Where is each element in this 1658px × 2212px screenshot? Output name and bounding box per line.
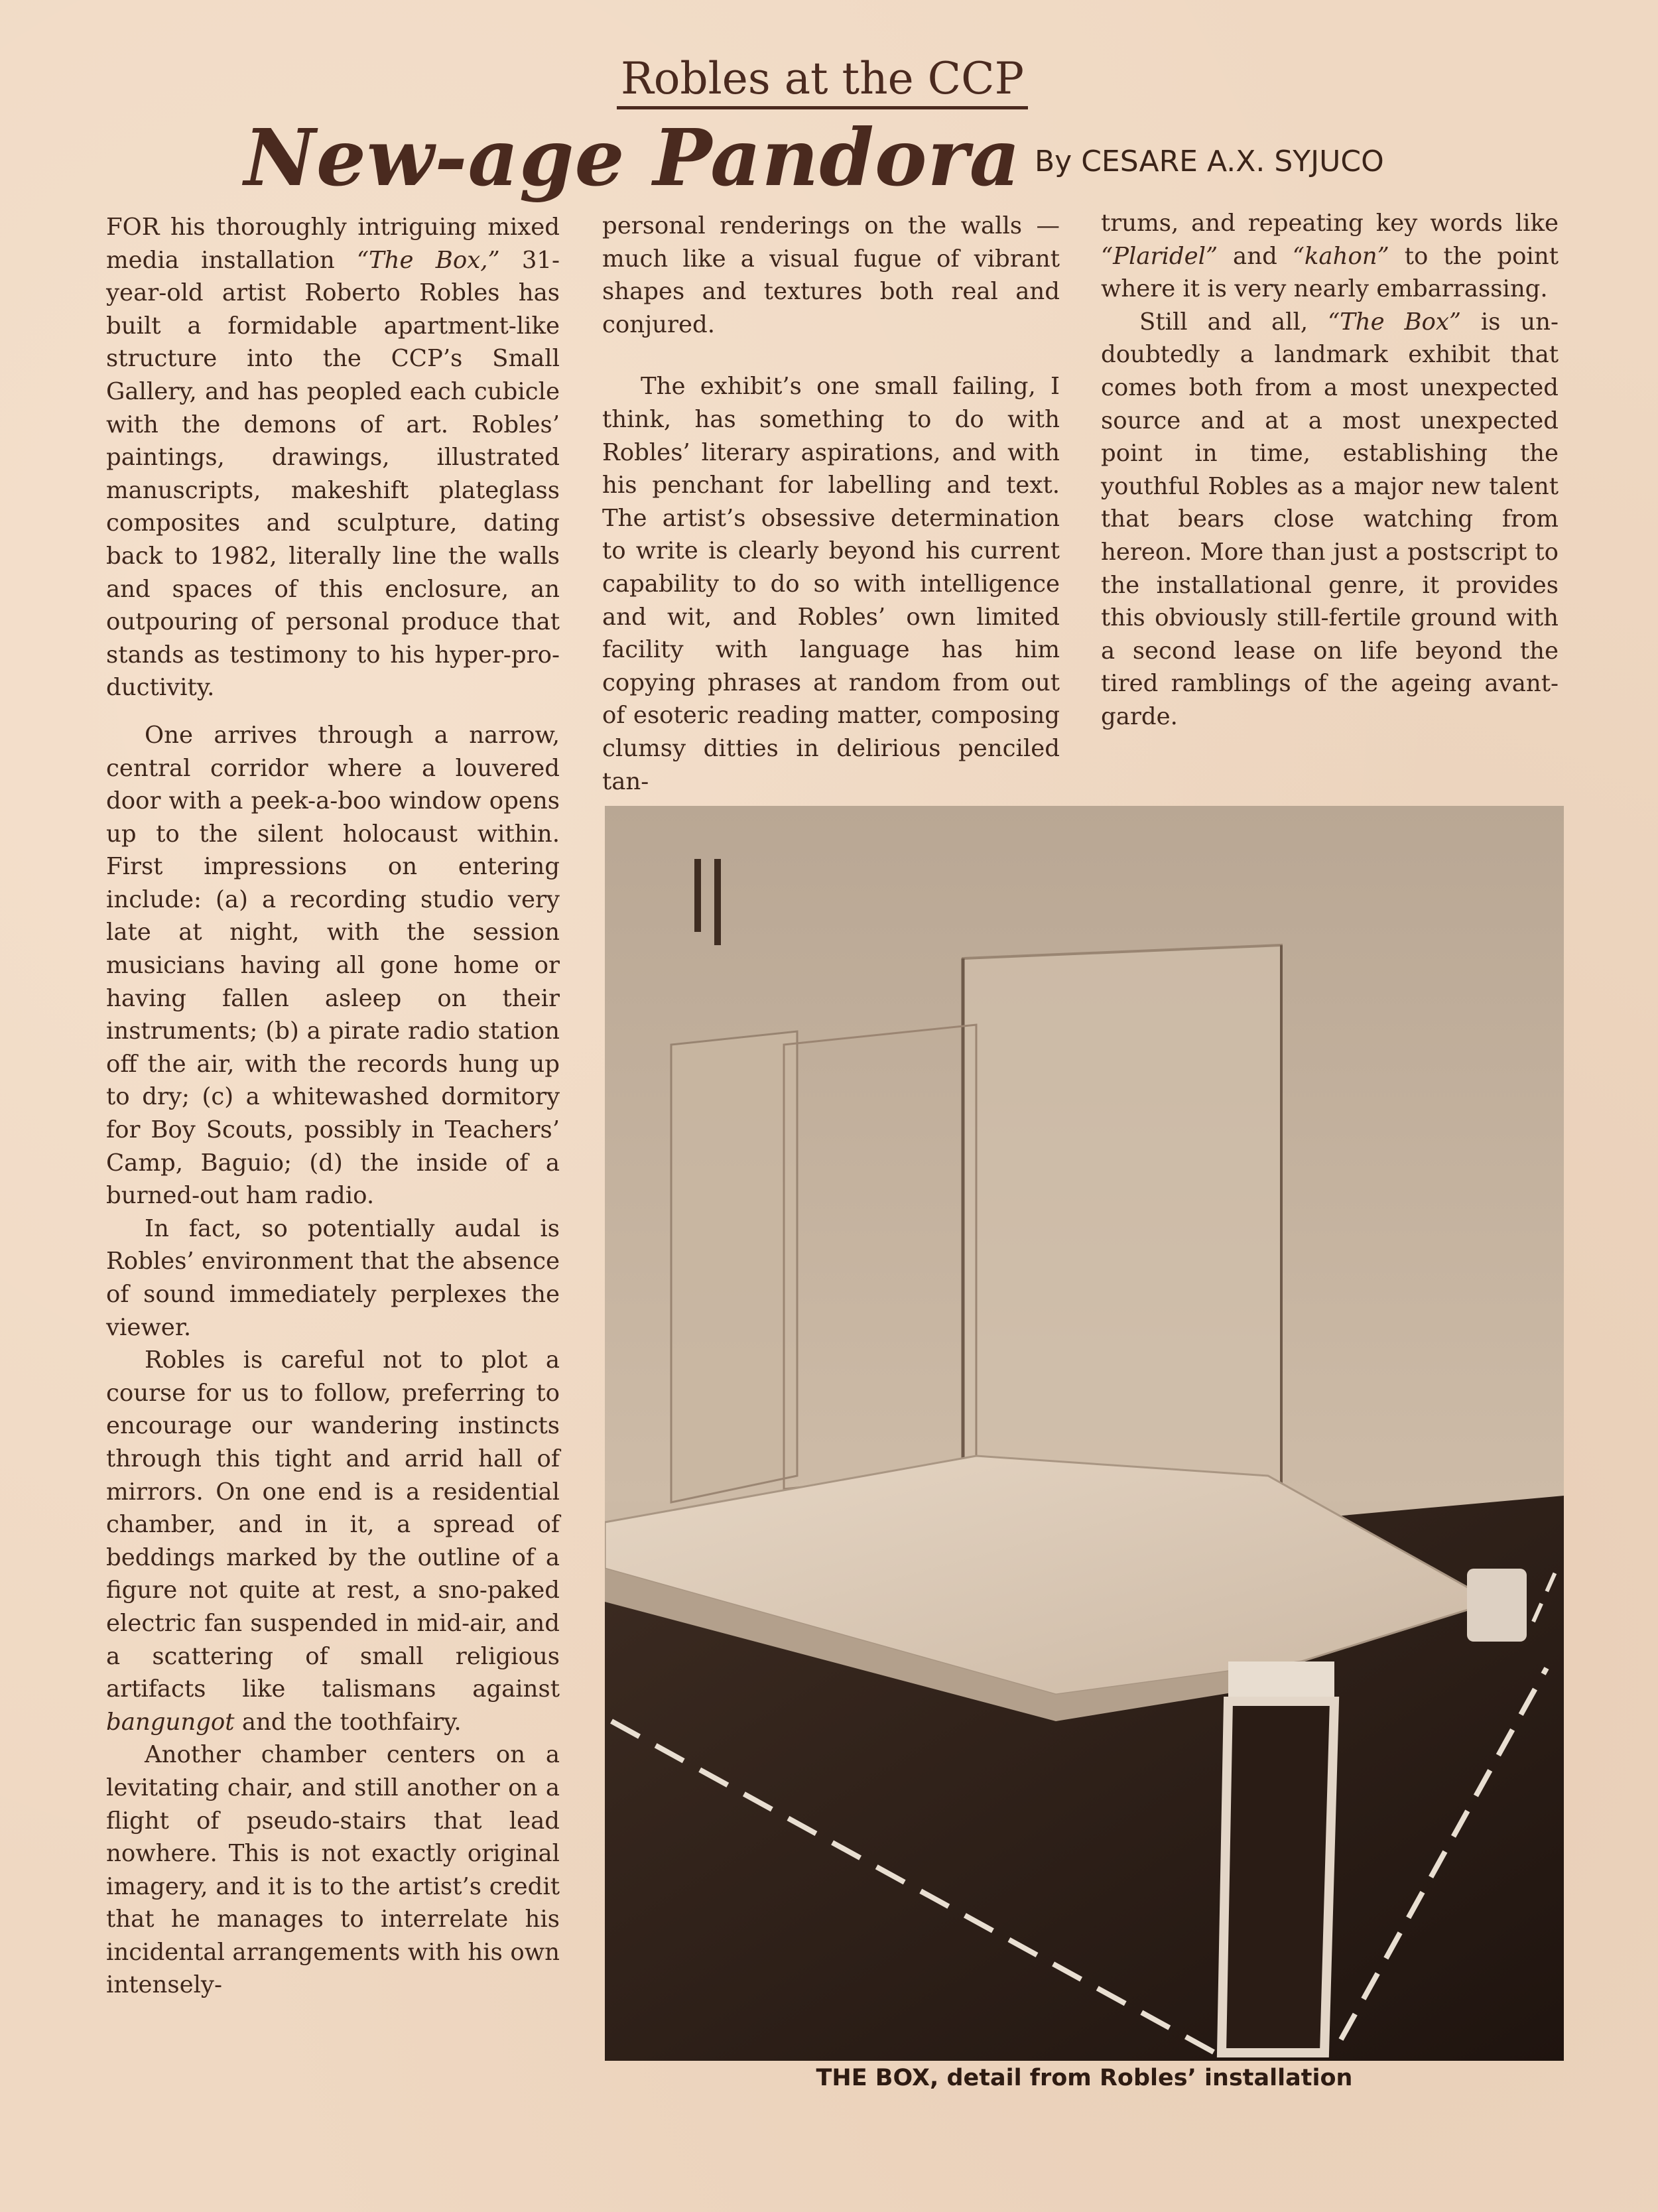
paragraph [1101,207,1559,306]
italic-word: “kahon” [1292,242,1389,270]
text-run: trums, and repeating key words like [1101,210,1559,237]
paragraph: Another chamber centers on a levitating chair, and still another on a flight of pseudo-stairs that lead nowhere. This is not exactly original imagery, and it is to the artist’s credit that he manages to interrelate his incidental arrangements with his own intensely- [106,1741,560,1999]
paragraph [1101,306,1559,734]
article-byline: By CESARE A.X. SYJUCO [1035,145,1384,178]
italic-word: bangungot [106,1708,235,1736]
text-run: to the point where it is very nearly embarrassing. [1101,242,1559,303]
photo-caption: THE BOX, detail from Robles’ installation [816,2065,1353,2091]
installation-photo [605,806,1564,2061]
italic-title: “The Box,” [356,246,500,274]
paragraph: The exhibit’s one small failing, I think, has something to do with Robles’ literary aspirations, and with his penchant for labelling and text. The artist’s obsessive determination to write is clearly beyond his current capability to do so with intelligence and wit, and Robles’ own limited facility with language has him copying phrases at random from out of esoteric reading matter, composing clumsy ditties in delirious penciled tan- [602,373,1060,795]
article-column-2 [602,210,1060,798]
paragraph [106,1344,560,1738]
paragraph: In fact, so potentially audal is Robles’ environment that the absence of sound immediately perplexes the viewer. [106,1214,560,1341]
article-kicker: Robles at the CCP [617,52,1028,109]
text-run: Still and all, [1139,308,1328,336]
article-column-1 [106,211,560,2002]
text-run: and the toothfairy. [234,1708,462,1736]
italic-word: “Plaridel” [1101,242,1218,270]
italic-title: “The Box” [1327,308,1462,336]
paragraph: personal renderings on the walls — much like a visual fugue of vibrant shapes and textures both real and conjured. [602,212,1060,338]
text-run: Robles is careful not to plot a course for us to follow, preferring to encourage our wandering instincts through this tight and arrid hall of mirrors. On one end is a residential chamber, and in it, a spread of beddings marked by the outline of a figure not quite at rest, a sno-paked electric fan suspended in mid-air, and a scattering of small religious artifacts like talismans against [106,1346,560,1703]
article-headline: New-age Pandora [244,111,1021,204]
paragraph [106,211,560,704]
paragraph: One arrives through a narrow, central corridor where a louvered door with a peek-a-boo window opens up to the silent holocaust within. First impressions on entering include: (a) a recording studio very late at night, with the session musicians having all gone home or having fallen asleep on their instruments; (b) a pirate radio station off the air, with the records hung up to dry; (c) a whitewashed dormitory for Boy Scouts, possibly in Teachers’ Camp, Baguio; (d) the inside of a burned-out ham radio. [106,721,560,1210]
article-column-3 [1101,207,1559,734]
text-run: is undoubtedly a landmark exhibit that comes both from a most unexpected source and at a most unexpected point in time, establishing the youthful Robles as a major new talent that bears close watching from hereon. More than just a postscript to the installational genre, it provides this obviously still-fertile ground with a second lease on life beyond the tired ramblings of the ageing avantgarde. [1101,308,1559,730]
text-run: and [1218,242,1293,270]
text-run: 31-year-old artist Roberto Robles has built a formidable apartment-like structure into the CCP’s Small Gallery, and has peopled each cubicle with the demons of art. Robles’ paintings, drawings, illustrated manuscripts, makeshift plateglass composites and sculpture, dating back to 1982, literally line the walls and spaces of this enclosure, an outpouring of personal produce that stands as testimony to his hyper-productivity. [106,246,560,702]
text-run: FOR his thoroughly intriguing mixed media installation [106,214,560,274]
